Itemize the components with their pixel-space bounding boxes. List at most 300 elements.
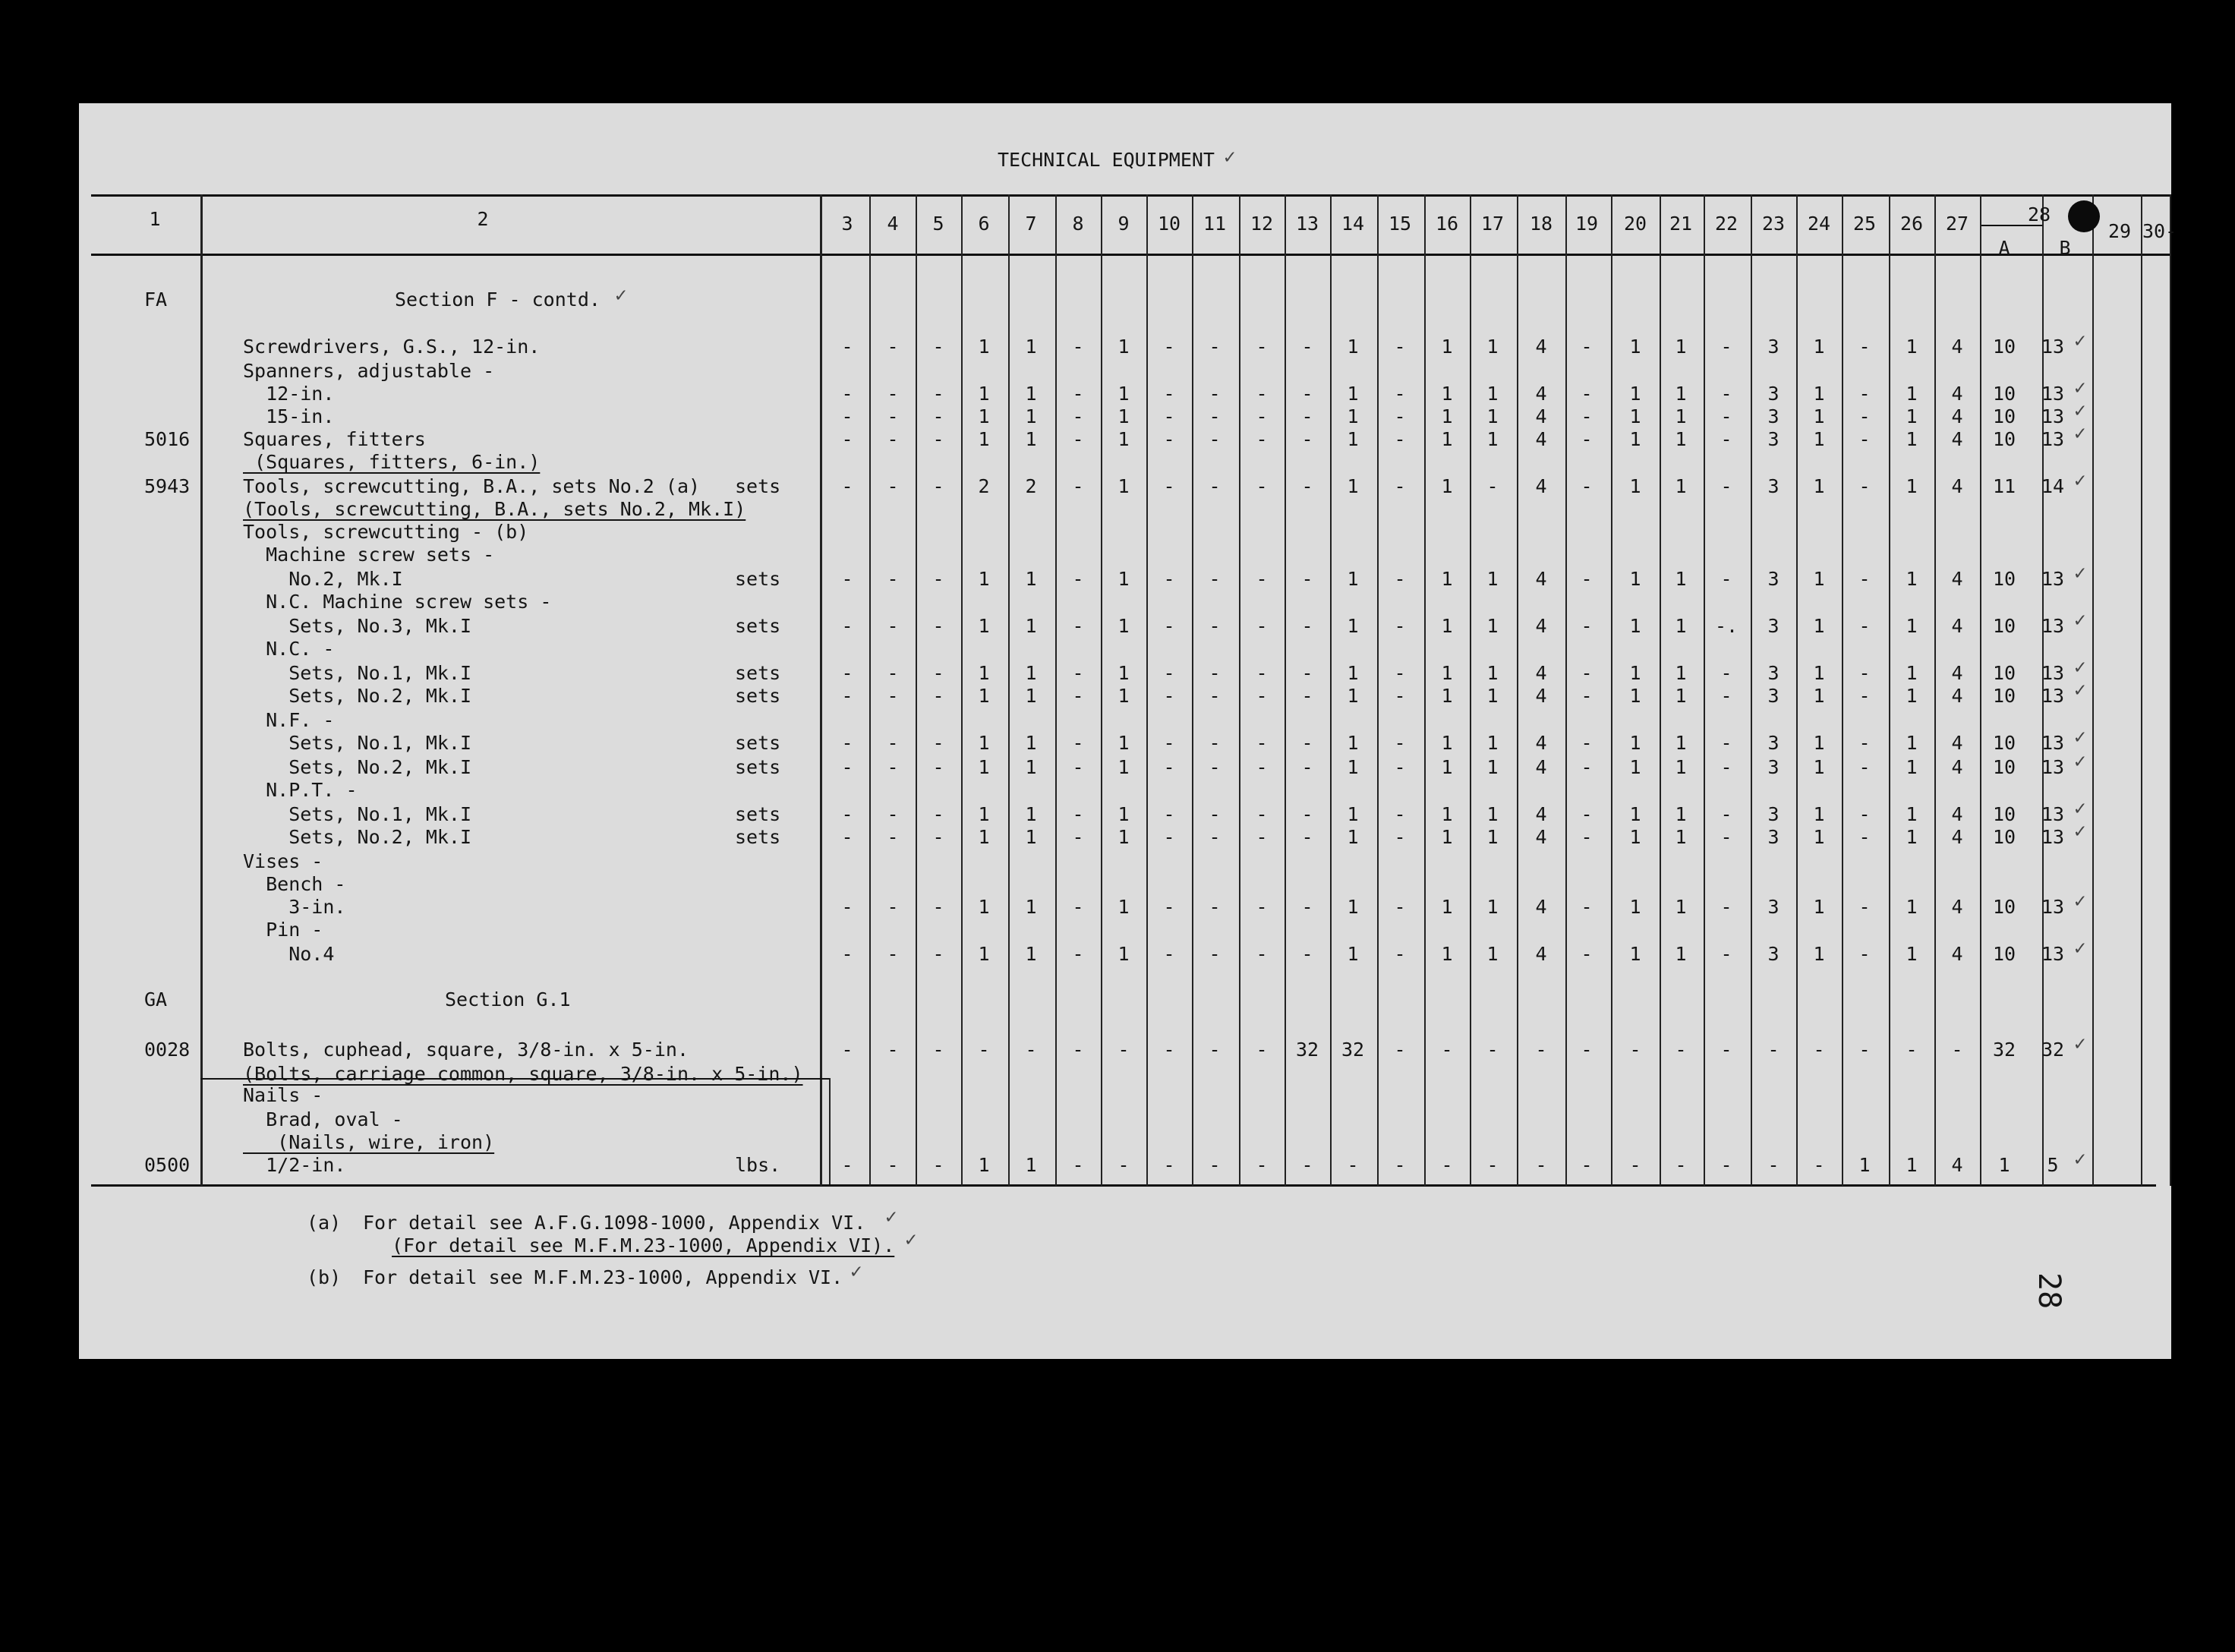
cell-value: - [932,383,944,405]
col-rule [869,194,871,1186]
col-rule [1611,194,1612,1186]
cell-value: - [1720,756,1732,778]
cell-value: - [932,475,944,497]
cell-value: 1 [1675,383,1687,405]
footnote-check-mark: ✓ [850,1260,862,1283]
cell-value: 1 [1441,685,1453,707]
cell-value: - [1581,428,1593,450]
cell-value: - [1394,943,1406,965]
cell-value: 4 [1951,428,1963,450]
col-rule [1565,194,1567,1186]
cell-value: - [1118,1039,1130,1061]
cell-value: - [1581,383,1593,405]
cell-value: - [1072,1154,1084,1176]
cell-value: - [1163,428,1175,450]
cell-value: 1 [1118,896,1130,918]
col-header-10: 10 [1157,213,1181,235]
cell-value: - [1720,428,1732,450]
cell-value: - [1858,732,1871,754]
cell-value: - [1581,568,1593,590]
col-header-2: 2 [477,208,489,230]
cell-value: 1 [1813,732,1825,754]
cell-value: - [1256,826,1268,848]
cell-value: 1 [1906,662,1918,684]
cell-value: 1 [1629,475,1641,497]
item-description: 1/2-in. [243,1154,346,1176]
col-header-27: 27 [1945,213,1969,235]
cell-value: - [932,732,944,754]
col-header-9: 9 [1118,213,1130,235]
cell-value: - [1072,685,1084,707]
total-a: 10 [1992,826,2016,848]
cell-value: - [841,383,853,405]
cell-value: 1 [1025,803,1037,825]
cell-value: 1 [1347,615,1359,637]
row-check-mark: ✓ [2074,377,2086,399]
item-description: Sets, No.2, Mk.I [243,826,472,848]
cell-value: - [1209,615,1221,637]
cell-value: - [1441,1039,1453,1061]
cell-value: 1 [1813,428,1825,450]
cell-value: - [1906,1039,1918,1061]
item-description: N.F. - [243,709,335,731]
col-rule [1330,194,1332,1186]
item-description: 3-in. [243,896,346,918]
footnote-mark: (a) [307,1212,342,1234]
cell-value: 1 [1813,662,1825,684]
cell-value: - [841,475,853,497]
footnote-mark: (b) [307,1266,342,1288]
cell-value: - [1209,383,1221,405]
cell-value: - [1581,615,1593,637]
cell-value: - [1256,568,1268,590]
cell-value: 4 [1951,896,1963,918]
cell-value: 1 [1118,826,1130,848]
cell-value: - [978,1039,990,1061]
item-description: Tools, screwcutting - (b) [243,521,529,543]
cell-value: - [841,336,853,358]
total-b: 13 [2041,568,2065,590]
cell-value: - [1072,826,1084,848]
cell-value: 1 [978,685,990,707]
cell-value: - [1072,803,1084,825]
cell-value: - [1581,896,1593,918]
cell-value: - [1163,662,1175,684]
col-rule [1101,194,1102,1186]
cell-value: 1 [1629,428,1641,450]
cell-value: 1 [1025,685,1037,707]
col-rule-2 [820,194,822,1186]
cell-value: - [1394,732,1406,754]
row-code: 5016 [144,428,191,450]
cell-value: - [932,803,944,825]
cell-value: 1 [978,826,990,848]
cell-value: 4 [1535,943,1547,965]
col-rule [1517,194,1518,1186]
title-check-mark: ✓ [1224,146,1236,169]
cell-value: - [1163,568,1175,590]
row-code: 5943 [144,475,191,497]
cell-value: 3 [1767,475,1779,497]
cell-value: - [1209,405,1221,427]
col-rule [1934,194,1936,1186]
cell-value: - [1072,428,1084,450]
total-b: 13 [2041,756,2065,778]
total-b: 13 [2041,615,2065,637]
cell-value: - [1163,615,1175,637]
cell-value: 1 [1441,662,1453,684]
cell-value: 4 [1535,568,1547,590]
col-header-30: 30- [2142,220,2177,242]
total-b: 14 [2041,475,2065,497]
cell-value: 1 [1118,943,1130,965]
cell-value: 1 [1486,615,1499,637]
cell-value: - [1209,826,1221,848]
cell-value: 1 [1118,756,1130,778]
cell-value: 1 [1347,662,1359,684]
cell-value: 1 [1025,943,1037,965]
cell-value: - [1163,896,1175,918]
cell-value: 1 [1441,405,1453,427]
col-rule [1285,194,1286,1186]
footnote-text: For detail see A.F.G.1098-1000, Appendix VI. [363,1212,866,1234]
cell-value: - [1256,756,1268,778]
cell-value: 1 [978,732,990,754]
row-check-mark: ✓ [2074,329,2086,352]
cell-value: 1 [1629,756,1641,778]
cell-value: 1 [1629,803,1641,825]
row-check-mark: ✓ [2074,1148,2086,1171]
cell-value: 1 [1441,943,1453,965]
col-header-18: 18 [1529,213,1553,235]
cell-value: - [932,685,944,707]
cell-value: - [1163,826,1175,848]
cell-value: - [1394,826,1406,848]
cell-value: 1 [1629,662,1641,684]
cell-value: 4 [1535,383,1547,405]
cell-value: 1 [1347,756,1359,778]
cell-value: - [1256,1039,1268,1061]
total-a: 10 [1992,732,2016,754]
cell-value: - [887,662,899,684]
cell-value: - [1072,943,1084,965]
col-header-17: 17 [1480,213,1505,235]
cell-value: - [1301,662,1313,684]
cell-value: - [1209,336,1221,358]
cell-value: - [887,336,899,358]
cell-value: 1 [1906,383,1918,405]
unit-label: sets [735,475,781,497]
item-description: Machine screw sets - [243,544,495,566]
cell-value: - [1072,896,1084,918]
cell-value: 32 [1341,1039,1365,1061]
cell-value: 1 [1486,383,1499,405]
cell-value: 4 [1951,568,1963,590]
cell-value: - [1025,1039,1037,1061]
cell-value: 1 [1441,896,1453,918]
item-description: Sets, No.1, Mk.I [243,732,472,754]
section-heading: Section G.1 [445,988,571,1010]
total-a: 10 [1992,405,2016,427]
cell-value: - [1720,475,1732,497]
cell-value: 4 [1951,826,1963,848]
cell-value: - [1163,685,1175,707]
cell-value: 1 [1813,826,1825,848]
cell-value: 1 [1675,475,1687,497]
cell-value: - [1209,1154,1221,1176]
cell-value: 1 [1118,383,1130,405]
cell-value: 1 [1675,428,1687,450]
cell-value: - [887,732,899,754]
row-check-mark: ✓ [2074,656,2086,679]
total-b: 13 [2041,826,2065,848]
cell-value: 2 [978,475,990,497]
col-header-3: 3 [841,213,853,235]
item-description: Sets, No.2, Mk.I [243,685,472,707]
cell-value: - [1301,1154,1313,1176]
cell-value: 1 [978,943,990,965]
cell-value: 1 [1675,826,1687,848]
unit-label: sets [735,732,781,754]
cell-value: 1 [1025,405,1037,427]
item-description: Pin - [243,919,323,941]
cell-value: - [1675,1039,1687,1061]
cell-value: - [1301,943,1313,965]
cell-value: - [841,756,853,778]
col-rule [1751,194,1752,1186]
cell-value: - [1858,756,1871,778]
cell-value: - [841,615,853,637]
col-header-1: 1 [149,208,161,230]
col-rule [1192,194,1193,1186]
cell-value: - [1535,1154,1547,1176]
cell-value: - [932,568,944,590]
cell-value: - [932,428,944,450]
cell-value: - [1813,1154,1825,1176]
cell-value: 1 [1347,826,1359,848]
cell-value: - [1209,803,1221,825]
cell-value: - [1394,756,1406,778]
cell-value: - [1256,943,1268,965]
cell-value: 1 [1629,826,1641,848]
cell-value: - [841,428,853,450]
cell-value: 1 [1906,336,1918,358]
cell-value: - [932,615,944,637]
cell-value: - [1858,662,1871,684]
cell-value: - [1163,1154,1175,1176]
item-description: Squares, fitters [243,428,426,450]
cell-value: 1 [1629,685,1641,707]
cell-value: 1 [1025,826,1037,848]
cell-value: - [1581,732,1593,754]
cell-value: 4 [1951,662,1963,684]
col-header-28b: B [2059,237,2071,259]
cell-value: 1 [1025,568,1037,590]
cell-value: - [1581,1154,1593,1176]
cell-value: - [1163,943,1175,965]
cell-value: - [932,1154,944,1176]
cell-value: 4 [1951,615,1963,637]
cell-value: - [932,826,944,848]
cell-value: 1 [1813,615,1825,637]
cell-value: - [1301,336,1313,358]
col-rule [1842,194,1843,1186]
cell-value: 4 [1951,756,1963,778]
col-header-13: 13 [1295,213,1319,235]
cell-value: 1 [1441,428,1453,450]
cell-value: 1 [1906,756,1918,778]
cell-value: - [932,1039,944,1061]
item-description: Tools, screwcutting, B.A., sets No.2 (a) [243,475,701,497]
cell-value: 1 [1347,568,1359,590]
col-rule [1980,194,1981,1186]
cell-value: 1 [1441,336,1453,358]
row-check-mark: ✓ [2074,750,2086,773]
cell-value: 2 [1025,475,1037,497]
cell-value: - [887,896,899,918]
col-rule [2170,194,2171,1186]
cell-value: - [932,405,944,427]
cell-value: 1 [1347,336,1359,358]
cell-value: - [1535,1039,1547,1061]
row-check-mark: ✓ [2074,890,2086,913]
cell-value: - [1072,475,1084,497]
total-a: 1 [1998,1154,2010,1176]
cell-value: - [1394,803,1406,825]
cell-value: - [841,1039,853,1061]
cell-value: 1 [1486,803,1499,825]
col-header-22: 22 [1714,213,1739,235]
item-description: Screwdrivers, G.S., 12-in. [243,336,541,358]
cell-value: - [1581,943,1593,965]
col-header-28: 28 [2027,203,2051,225]
total-a: 10 [1992,685,2016,707]
footnote-check-mark: ✓ [905,1228,917,1251]
page-title: TECHNICAL EQUIPMENT [998,149,1215,171]
cell-value: 3 [1767,405,1779,427]
cell-value: - [1347,1154,1359,1176]
cell-value: 1 [1629,943,1641,965]
item-description: (Squares, fitters, 6-in.) [243,451,541,473]
cell-value: 4 [1951,943,1963,965]
cell-value: 1 [1441,803,1453,825]
cell-value: 1 [1118,732,1130,754]
cell-value: - [932,896,944,918]
total-a: 10 [1992,662,2016,684]
col-rule [1660,194,1661,1186]
cell-value: - [1256,1154,1268,1176]
cell-value: 1 [1906,475,1918,497]
cell-value: 1 [1025,428,1037,450]
cell-value: 1 [1347,383,1359,405]
col-header-29: 29 [2107,220,2132,242]
item-description: No.4 [243,943,335,965]
cell-value: - [1858,615,1871,637]
cell-value: - [1301,383,1313,405]
cell-value: 1 [1813,896,1825,918]
cell-value: - [1629,1039,1641,1061]
cell-value: - [1209,1039,1221,1061]
cell-value: - [1301,732,1313,754]
cell-value: 4 [1951,383,1963,405]
cell-value: - [1581,803,1593,825]
cell-value: - [1072,336,1084,358]
cell-value: 1 [1118,803,1130,825]
cell-value: 3 [1767,943,1779,965]
cell-value: - [1209,568,1221,590]
col-header-24: 24 [1807,213,1831,235]
cell-value: - [1858,1039,1871,1061]
cell-value: 4 [1535,826,1547,848]
cell-value: - [1720,896,1732,918]
cell-value: 1 [1675,615,1687,637]
cell-value: 1 [1906,1154,1918,1176]
col-header-7: 7 [1025,213,1037,235]
cell-value: - [1394,896,1406,918]
cell-value: - [1209,685,1221,707]
cell-value: - [1394,336,1406,358]
cell-value: - [1581,756,1593,778]
item-description: Sets, No.3, Mk.I [243,615,472,637]
cell-value: 1 [978,756,990,778]
cell-value: - [1813,1039,1825,1061]
cell-value: 1 [1629,568,1641,590]
col-rule [1239,194,1240,1186]
col-rule [1889,194,1890,1186]
item-description: Bolts, cuphead, square, 3/8-in. x 5-in. [243,1039,689,1061]
cell-value: - [1858,896,1871,918]
cell-value: - [1720,826,1732,848]
unit-label: sets [735,803,781,825]
row-check-mark: ✓ [2074,562,2086,585]
row-check-mark: ✓ [2074,609,2086,632]
cell-value: 1 [1906,896,1918,918]
cell-value: - [1163,732,1175,754]
cell-value: - [1581,826,1593,848]
cell-value: - [1581,662,1593,684]
cell-value: - [1256,336,1268,358]
cell-value: - [1256,405,1268,427]
total-b: 13 [2041,336,2065,358]
col-header-14: 14 [1341,213,1365,235]
col-rule [961,194,963,1186]
cell-value: 1 [1813,336,1825,358]
cell-value: - [1394,1154,1406,1176]
cell-value: 1 [1629,615,1641,637]
cell-value: - [1301,405,1313,427]
cell-value: 1 [1486,568,1499,590]
cell-value: - [1581,685,1593,707]
cell-value: 1 [1629,405,1641,427]
cell-value: 1 [1486,756,1499,778]
cell-value: - [1256,896,1268,918]
cell-value: 4 [1535,896,1547,918]
table-top-rule [91,194,2171,197]
cell-value: 1 [1813,383,1825,405]
item-description: (Nails, wire, iron) [243,1131,495,1153]
cell-value: - [1767,1039,1779,1061]
cell-value: - [1394,475,1406,497]
cell-value: 1 [1675,756,1687,778]
cell-value: - [1118,1154,1130,1176]
total-a: 10 [1992,383,2016,405]
cell-value: - [1720,662,1732,684]
cell-value: 1 [1118,405,1130,427]
cell-value: - [1720,383,1732,405]
row-code: 0500 [144,1154,191,1176]
total-a: 10 [1992,336,2016,358]
cell-value: - [887,615,899,637]
